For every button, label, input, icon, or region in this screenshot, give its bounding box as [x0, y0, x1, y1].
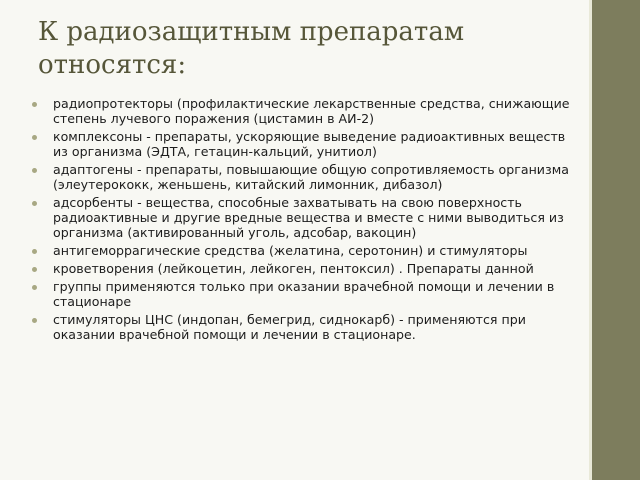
bullet-item-radioprotectors — [30, 96, 578, 126]
bullet-list — [30, 96, 578, 345]
bullet-text: адсорбенты - вещества, способные захватывать на свою поверхность радиоактивные и другие вредные вещества и вместе с ними выводиться из организма (активированный уголь, адсобар, вакоцин) — [53, 195, 564, 240]
bullet-text: адаптогены - препараты, повышающие общую сопротивляемость организма (элеутерококк, женьшень, китайский лимонник, дибазол) — [53, 162, 569, 192]
slide-title: К радиозащитным препаратам относятся: — [38, 17, 465, 80]
bullet-dot-icon — [32, 267, 37, 272]
bullet-item-cns-stimulants — [30, 312, 578, 342]
bullet-item-antihemorrhagic — [30, 243, 578, 258]
bullet-item-complexones — [30, 129, 578, 159]
bullet-text: группы применяются только при оказании врачебной помощи и лечении в стационаре — [53, 279, 555, 309]
bullet-dot-icon — [32, 102, 37, 107]
bullet-item-hematopoiesis — [30, 261, 578, 276]
bullet-dot-icon — [32, 135, 37, 140]
bullet-text: кроветворения (лейкоцетин, лейкоген, пентоксил) . Препараты данной — [53, 261, 534, 276]
bullet-dot-icon — [32, 201, 37, 206]
bullet-dot-icon — [32, 318, 37, 323]
bullet-text: стимуляторы ЦНС (индопан, бемегрид, сиднокарб) - применяются при оказании врачебной помощи и лечении в стационаре. — [53, 312, 526, 342]
decorative-sidebar — [592, 0, 640, 480]
bullet-dot-icon — [32, 168, 37, 173]
bullet-text: антигеморрагические средства (желатина, серотонин) и стимуляторы — [53, 243, 528, 258]
bullet-dot-icon — [32, 285, 37, 290]
bullet-text: радиопротекторы (профилактические лекарственные средства, снижающие степень лучевого поражения (цистамин в АИ-2) — [53, 96, 570, 126]
bullet-item-adsorbents — [30, 195, 578, 240]
bullet-dot-icon — [32, 249, 37, 254]
bullet-text: комплексоны - препараты, ускоряющие выведение радиоактивных веществ из организма (ЭДТА, гетацин-кальций, унитиол) — [53, 129, 566, 159]
bullet-item-adaptogens — [30, 162, 578, 192]
bullet-item-hospital-use — [30, 279, 578, 309]
